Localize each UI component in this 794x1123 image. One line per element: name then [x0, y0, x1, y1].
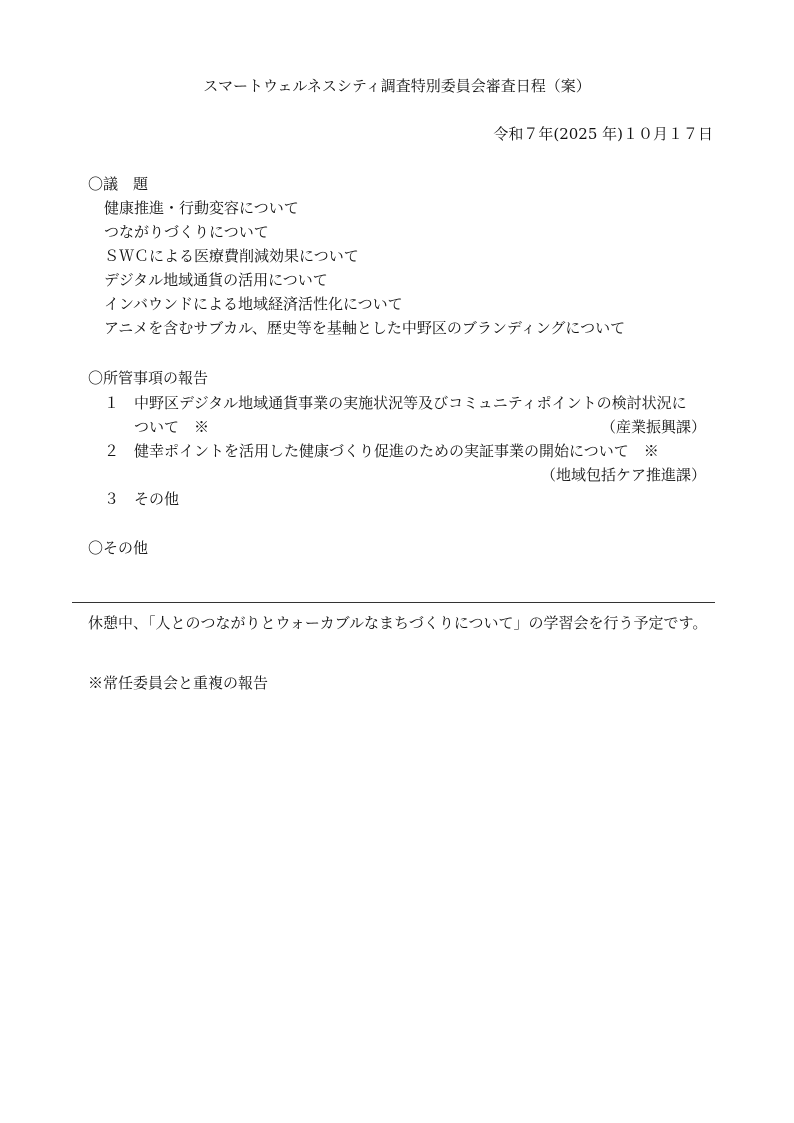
- agenda-item: つながりづくりについて: [104, 223, 269, 241]
- agenda-item: 健康推進・行動変容について: [104, 199, 299, 217]
- report-title-continued: ついて ※: [134, 418, 210, 436]
- report-title: 中野区デジタル地域通貨事業の実施状況等及びコミュニティポイントの検討状況に: [134, 394, 687, 412]
- report-number: ３: [104, 490, 120, 508]
- agenda-heading: 〇議 題: [88, 175, 149, 193]
- agenda-item: インバウンドによる地域経済活性化について: [104, 295, 403, 313]
- document-date: 令和７年(2025 年)１０月１７日: [493, 125, 713, 143]
- agenda-item: デジタル地域通貨の活用について: [104, 271, 328, 289]
- report-department: （地域包括ケア推進課）: [540, 466, 706, 484]
- break-notice: 休憩中、「人とのつながりとウォーカブルなまちづくりについて」の学習会を行う予定です。: [88, 614, 708, 632]
- other-heading: 〇その他: [88, 539, 149, 557]
- divider: [72, 602, 715, 603]
- agenda-item: アニメを含むサブカル、歴史等を基軸とした中野区のブランディングについて: [104, 319, 626, 337]
- agenda-item: ＳＷＣによる医療費削減効果について: [104, 247, 359, 265]
- report-number: ２: [104, 442, 120, 460]
- report-title: 健幸ポイントを活用した健康づくり促進のための実証事業の開始について ※: [134, 442, 659, 460]
- reports-heading: 〇所管事項の報告: [88, 369, 209, 387]
- report-title: その他: [134, 490, 180, 508]
- report-department: （産業振興課）: [600, 418, 706, 436]
- report-number: １: [104, 394, 120, 412]
- footnote: ※常任委員会と重複の報告: [88, 674, 269, 692]
- document-title: スマートウェルネスシティ調査特別委員会審査日程（案）: [203, 77, 591, 95]
